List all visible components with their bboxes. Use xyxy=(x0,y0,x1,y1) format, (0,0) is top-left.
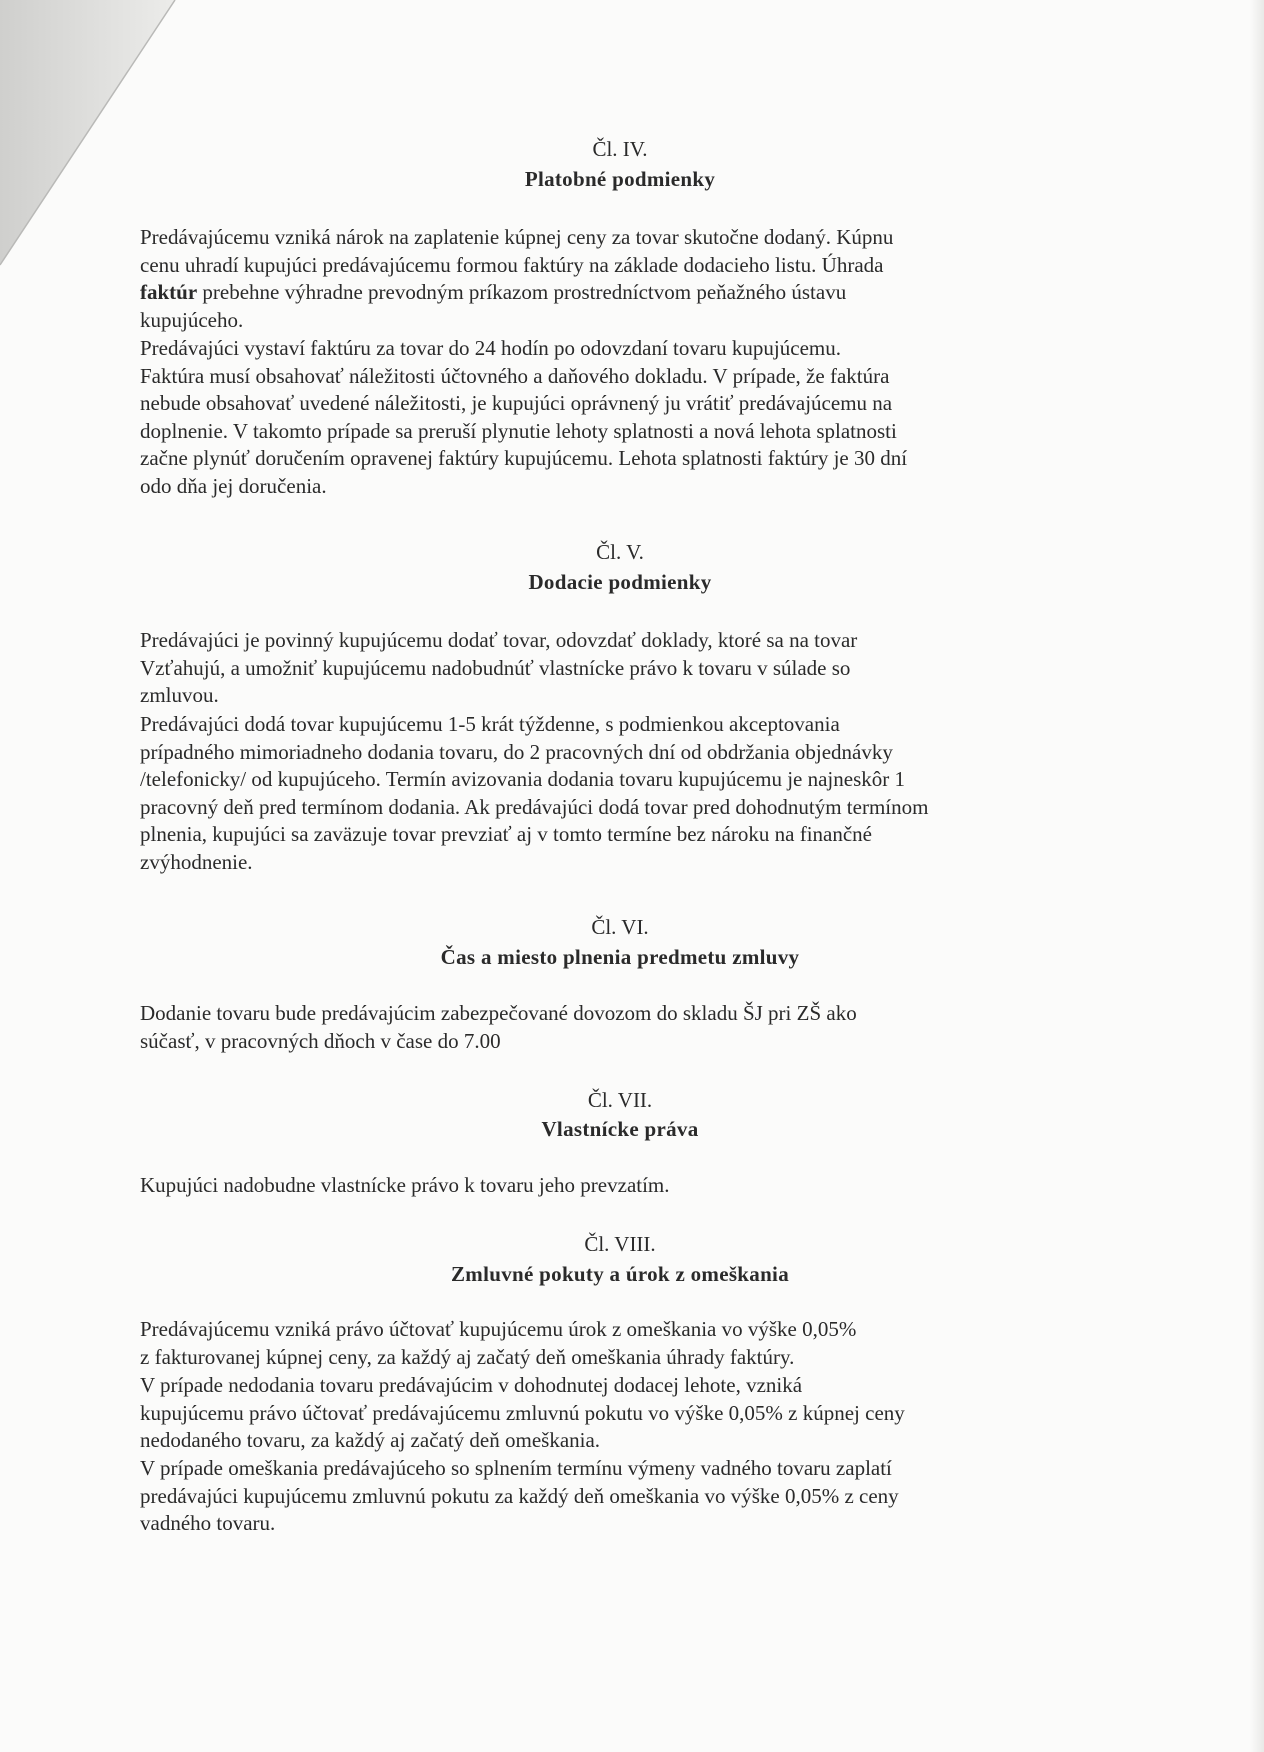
article-6-title: Čas a miesto plnenia predmetu zmluvy xyxy=(440,945,800,969)
article-8-number: Čl. VIII. xyxy=(584,1232,656,1256)
article-6-paragraph-1: Dodanie tovaru bude predávajúcim zabezpečované dovozom do skladu ŠJ pri ZŠ ako súčasť, v pracovných dňoch v čase do 7.00 xyxy=(140,1001,857,1053)
article-6-number: Čl. VI. xyxy=(591,915,649,939)
article-4-number: Čl. IV. xyxy=(592,137,648,161)
article-5-paragraph-1: Predávajúci je povinný kupujúcemu dodať tovar, odovzdať doklady, ktoré sa na tovar Vzťahujú, a umožniť kupujúcemu nadobudnúť vlastnícke právo k tovaru v súlade so zmluvou. xyxy=(140,628,858,707)
article-8-title: Zmluvné pokuty a úrok z omeškania xyxy=(451,1262,789,1286)
article-8-paragraph-1: Predávajúcemu vzniká právo účtovať kupujúcemu úrok z omeškania vo výške 0,05% z fakturovanej kúpnej ceny, za každý aj začatý deň omeškania úhrady faktúry. xyxy=(140,1317,857,1369)
article-5-paragraph-2: Predávajúci dodá tovar kupujúcemu 1-5 krát týždenne, s podmienkou akceptovania prípadného mimoriadneho dodania tovaru, do 2 pracovných dní od obdržania objednávky /telefonicky/ od kupujúceho. Termín avizovania dodania tovaru kupujúcemu je najneskôr 1 pracovný deň pred termínom dodania. Ak predávajúci dodá tovar pred dohodnutým termínom plnenia, kupujúci sa zaväzuje tovar prevziať aj v tomto termíne bez nároku na finančné zvýhodnenie. xyxy=(140,712,929,874)
article-5-number: Čl. V. xyxy=(596,540,644,564)
article-4-title: Platobné podmienky xyxy=(524,167,716,191)
page-right-edge xyxy=(1250,0,1264,1752)
article-7-paragraph-1: Kupujúci nadobudne vlastnícke právo k tovaru jeho prevzatím. xyxy=(140,1173,670,1197)
article-5-title: Dodacie podmienky xyxy=(528,570,712,594)
article-8-paragraph-2: V prípade nedodania tovaru predávajúcim v dohodnutej dodacej lehote, vzniká kupujúcemu právo účtovať predávajúcemu zmluvnú pokutu vo výške 0,05% z kúpnej ceny nedodaného tovaru, za každý aj začatý deň omeškania. xyxy=(140,1373,905,1452)
article-4-paragraph-2: Predávajúci vystaví faktúru za tovar do 24 hodín po odovzdaní tovaru kupujúcemu. Faktúra musí obsahovať náležitosti účtovného a daňového dokladu. V prípade, že faktúra nebude obsahovať uvedené náležitosti, je kupujúci oprávnený ju vrátiť predávajúcemu na doplnenie. V takomto prípade sa preruší plynutie lehoty splatnosti a nová lehota splatnosti začne plynúť doručením opravenej faktúry kupujúcemu. Lehota splatnosti faktúry je 30 dní odo dňa jej doručenia. xyxy=(140,336,908,498)
article-7-number: Čl. VII. xyxy=(587,1088,653,1112)
article-8-paragraph-3: V prípade omeškania predávajúceho so splnením termínu výmeny vadného tovaru zaplatí predávajúci kupujúcemu zmluvnú pokutu za každý deň omeškania vo výške 0,05% z ceny vadného tovaru. xyxy=(140,1456,899,1535)
article-4-paragraph-1: Predávajúcemu vzniká nárok na zaplatenie kúpnej ceny za tovar skutočne dodaný. Kúpnu cenu uhradí kupujúci predávajúcemu formou faktúry na základe dodacieho listu. Úhrada faktúr prebehne výhradne prevodným príkazom prostredníctvom peňažného ústavu kupujúceho. xyxy=(140,225,894,332)
article-7-title: Vlastnícke práva xyxy=(541,1117,699,1141)
